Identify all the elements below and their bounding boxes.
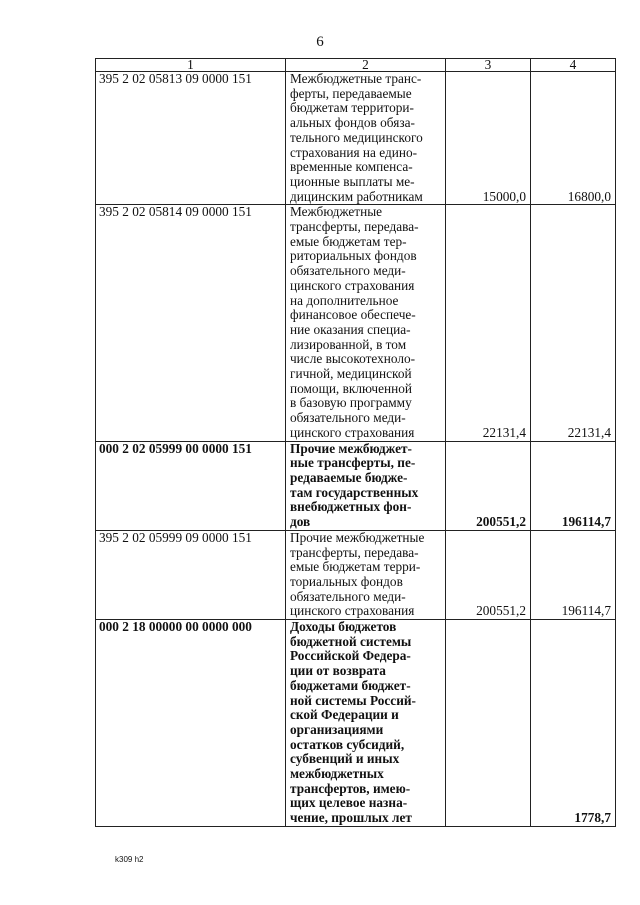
table-header-row xyxy=(96,59,616,72)
column-header-1: 1 xyxy=(96,59,286,72)
column-header-3: 3 xyxy=(446,59,531,72)
budget-code: 000 2 02 05999 00 0000 151 xyxy=(96,441,286,530)
amount-col3 xyxy=(446,620,531,827)
column-header-2: 2 xyxy=(286,59,446,72)
budget-code: 395 2 02 05999 09 0000 151 xyxy=(96,530,286,619)
amount-col4: 196114,7 xyxy=(531,441,616,530)
amount-col3: 15000,0 xyxy=(446,72,531,205)
amount-col3: 22131,4 xyxy=(446,205,531,441)
amount-col3: 200551,2 xyxy=(446,530,531,619)
budget-code: 000 2 18 00000 00 0000 000 xyxy=(96,620,286,827)
row-description: Прочие межбюджет- ные трансферты, пе- редаваемые бюдже- там государственных внебюджетных фон- дов xyxy=(286,441,446,530)
page-number: 6 xyxy=(316,34,324,50)
table-row xyxy=(96,205,616,441)
row-description: Прочие межбюджетные трансферты, передава- емые бюджетам терри- ториальных фондов обязательного меди- цинского страхования xyxy=(286,530,446,619)
amount-col4: 16800,0 xyxy=(531,72,616,205)
table-row xyxy=(96,530,616,619)
amount-col4: 196114,7 xyxy=(531,530,616,619)
table-row xyxy=(96,620,616,827)
row-description: Доходы бюджетов бюджетной системы Российской Федера- ции от возврата бюджетами бюджет- ной системы Россий- ской Федерации и организациями остатков субсидий, субвенций и иных межбюджетных трансфертов, имею- щих целевое назна- чение, прошлых лет xyxy=(286,620,446,827)
budget-code: 395 2 02 05813 09 0000 151 xyxy=(96,72,286,205)
footer-document-code: k309 h2 xyxy=(115,855,144,864)
budget-table xyxy=(95,58,616,827)
table-row xyxy=(96,72,616,205)
amount-col4: 22131,4 xyxy=(531,205,616,441)
table-row xyxy=(96,441,616,530)
row-description: Межбюджетные транс- ферты, передаваемые бюджетам территори- альных фондов обяза- тельного медицинского страхования на едино- временные компенса- ционные выплаты ме- дицинским работникам xyxy=(286,72,446,205)
amount-col3: 200551,2 xyxy=(446,441,531,530)
amount-col4: 1778,7 xyxy=(531,620,616,827)
budget-code: 395 2 02 05814 09 0000 151 xyxy=(96,205,286,441)
column-header-4: 4 xyxy=(531,59,616,72)
row-description: Межбюджетные трансферты, передава- емые бюджетам тер- риториальных фондов обязательного меди- цинского страхования на дополнительное финансовое обеспече- ние оказания специа- лизированной, в том числе высокотехноло- гичной, медицинской помощи, включенной в базовую программу обязательного меди- цинского страхования xyxy=(286,205,446,441)
